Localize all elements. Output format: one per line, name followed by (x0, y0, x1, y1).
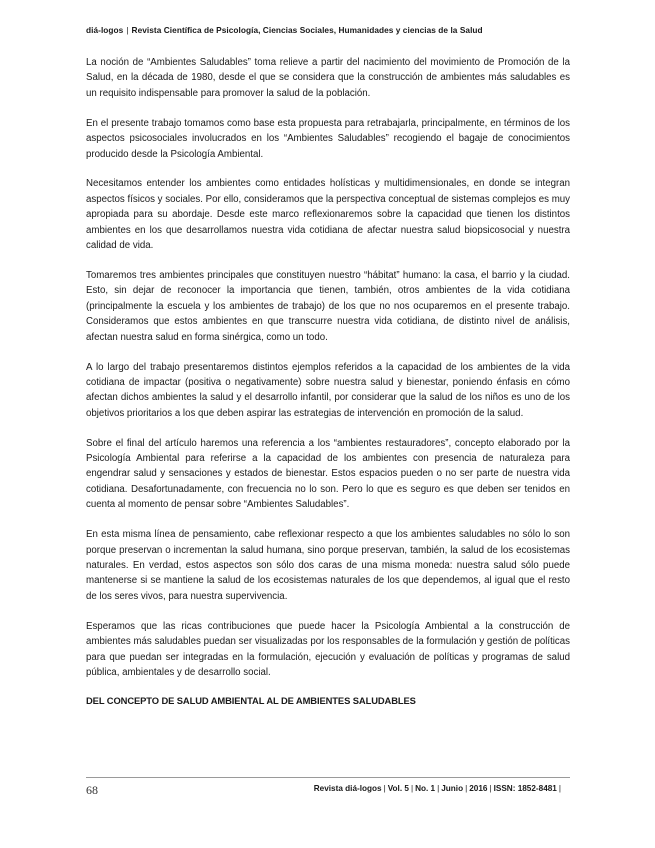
footer-issn: ISSN: 1852-8481 (493, 784, 557, 793)
footer-year: 2016 (469, 784, 488, 793)
footer-journal: Revista diá-logos (313, 784, 382, 793)
header-separator: | (126, 25, 129, 35)
footer-divider (86, 777, 570, 778)
paragraph-8: Esperamos que las ricas contribuciones que puede hacer la Psicología Ambiental a la construcción de ambientes más saludables puedan ser visualizadas por los responsables de la formulación y gestión de políticas para que puedan ser integradas en la formulación, ejecución y evaluación de políticas y programas de salud pública, ambientales y de desarrollo social. (86, 620, 570, 678)
page-number: 68 (86, 783, 98, 797)
footer-month: Junio (441, 784, 464, 793)
paragraph-3: Necesitamos entender los ambientes como entidades holísticas y multidimensionales, en donde se integran aspectos físicos y sociales. Por ello, consideramos que la perspectiva conceptual de sistemas complejos es muy apropiada para su abordaje. Desde este marco reflexionaremos sobre la capacidad que tienen los distintos ambientes en los que desarrollamos nuestra vida cotidiana de afectar nuestra salud biopsicosocial y nuestra calidad de vida. (86, 178, 570, 252)
paragraph-5: A lo largo del trabajo presentaremos distintos ejemplos referidos a la capacidad de los ambientes de la vida cotidiana de impactar (positiva o negativamente) sobre nuestra salud y bienestar, poniendo énfasis en cómo afectan dichos ambientes la salud y el desarrollo infantil, por considerar que la salud de los niños es uno de los objetivos prioritarios a los que deben aspirar las estrategias de intervención en promoción de la salud. (86, 361, 570, 419)
footer-volume: Vol. 5 (387, 784, 409, 793)
footer-journal-info: Revista diá-logos | Vol. 5 | No. 1 | Junio | 2016 | ISSN: 1852-8481 | (313, 784, 561, 793)
paragraph-7: En esta misma línea de pensamiento, cabe reflexionar respecto a que los ambientes saludables no sólo lo son porque preservan o incrementan la salud humana, sino porque preservan, también, la salud de los ecosistemas naturales. En verdad, estos aspectos son sólo dos caras de una misma moneda: nuestra salud sólo puede mantenerse si se mantiene la salud de los ecosistemas naturales de los que dependemos, al igual que el resto de los seres vivos, para nuestra supervivencia. (86, 529, 570, 602)
paragraph-1: La noción de “Ambientes Saludables” toma relieve a partir del nacimiento del movimiento de Promoción de la Salud, en la década de 1980, desde el que se considera que la construcción de ambientes más saludables es un requisito indispensable para promover la salud de la población. (86, 57, 570, 99)
journal-description: Revista Científica de Psicología, Ciencias Sociales, Humanidades y ciencias de la Salud (131, 25, 483, 35)
section-heading: DEL CONCEPTO DE SALUD AMBIENTAL AL DE AMBIENTES SALUDABLES (86, 694, 416, 706)
paragraph-2: En el presente trabajo tomamos como base esta propuesta para retrabajarla, principalmente, en términos de los aspectos psicosociales involucrados en los “Ambientes Saludables” recogiendo el bagaje de conocimientos producido desde la Psicología Ambiental. (86, 117, 570, 160)
paragraph-4: Tomaremos tres ambientes principales que constituyen nuestro “hábitat” humano: la casa, el barrio y la ciudad. Esto, sin dejar de reconocer la importancia que tienen, también, otros ambientes de la vida cotidiana (principalmente la escuela y los ambientes de trabajo) de los que no nos ocuparemos en el presente trabajo. Consideramos que estos ambientes en que transcurre nuestra vida cotidiana, de distinto nivel de análisis, afectan nuestra salud en forma sinérgica, como un todo. (86, 269, 570, 343)
paragraph-6: Sobre el final del artículo haremos una referencia a los “ambientes restauradores”, concepto elaborado por la Psicología Ambiental para referirse a la capacidad de los ambientes con presencia de naturaleza para engendrar salud y sensaciones y estados de bienestar. Estos espacios pueden o no ser parte de nuestra vida cotidiana. Desafortunadamente, con frecuencia no lo son. Pero lo que es seguro es que deben ser tenidos en cuenta al momento de pensar sobre “Ambientes Saludables”. (86, 437, 570, 511)
footer-number: No. 1 (415, 784, 436, 793)
article-body (86, 55, 570, 706)
running-header (86, 25, 483, 35)
journal-name: diá-logos (86, 25, 124, 35)
